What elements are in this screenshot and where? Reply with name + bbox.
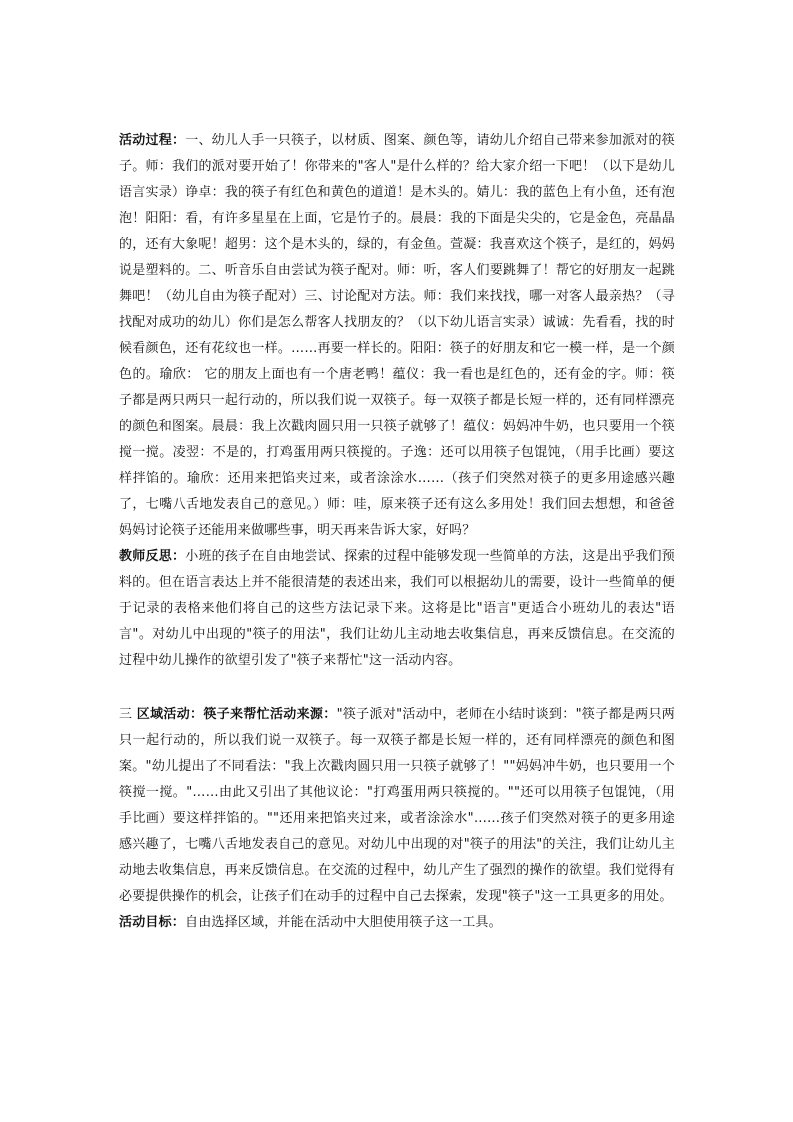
activity-goal-text: 自由选择区域，并能在活动中大胆使用筷子这一工具。 (185, 915, 502, 930)
area-activity-paragraph (119, 702, 675, 910)
activity-process-label: 活动过程： (119, 133, 186, 148)
area-activity-prefix: 三 (119, 707, 137, 722)
section-spacer (119, 674, 675, 702)
activity-process-text: 一、幼儿人手一只筷子，以材质、图案、颜色等，请幼儿介绍自己带来参加派对的筷子。师：我们的派对要开始了！你带来的"客人"是什么样的？给大家介绍一下吧！（以下是幼儿语言实录）诤卓：我的筷子有红色和黄色的道道！是木头的。婧儿：我的蓝色上有小鱼，还有泡泡！阳阳：看，有许多星星在上面，它是竹子的。晨晨：我的下面是尖尖的，它是金色，亮晶晶的，还有大象呢！超男：这个是木头的，绿的，有金鱼。萱凝：我喜欢这个筷子，是红的，妈妈说是塑料的。二、听音乐自由尝试为筷子配对。师：听，客人们要跳舞了！帮它的好朋友一起跳舞吧！（幼儿自由为筷子配对）三、讨论配对方法。师：我们来找找，哪一对客人最亲热？（寻找配对成功的幼儿）你们是怎么帮客人找朋友的？（以下幼儿语言实录）诚诚：先看看，找的时候看颜色，还有花纹也一样。……再要一样长的。阳阳：筷子的好朋友和它一模一样，是一个颜色的。瑜欣： 它的朋友上面也有一个唐老鸭！蕴仪：我一看也是红色的，还有金的字。师：筷子都是两只两只一起行动的，所以我们说一双筷子。每一双筷子都是长短一样的，还有同样漂亮的颜色和图案。晨晨：我上次戳肉圆只用一只筷子就够了！蕴仪：妈妈冲牛奶，也只要用一个筷搅一搅。凌翌：不是的，打鸡蛋用两只筷搅的。子逸：还可以用筷子包馄饨，（用手比画）要这样拌馅的。瑜欣：还用来把馅夹过来，或者涂涂水……（孩子们突然对筷子的更多用途感兴趣了，七嘴八舌地发表自己的意见。）师：哇，原来筷子还有这么多用处！我们回去想想，和爸爸妈妈讨论筷子还能用来做哪些事，明天再来告诉大家，好吗？ (119, 133, 675, 538)
document-page (119, 128, 675, 936)
activity-goal-paragraph (119, 910, 675, 936)
teacher-reflection-label: 教师反思： (119, 549, 186, 564)
area-activity-text: "筷子派对"活动中，老师在小结时谈到："筷子都是两只两只一起行动的，所以我们说一双筷子。每一双筷子都是长短一样的，还有同样漂亮的颜色和图案。"幼儿提出了不同看法："我上次戳肉圆只用一只筷子就够了！""妈妈冲牛奶，也只要用一个筷搅一搅。"……由此又引出了其他议论："打鸡蛋用两只筷搅的。""还可以用筷子包馄饨，（用手比画）要这样拌馅的。""还用来把馅夹过来，或者涂涂水"……孩子们突然对筷子的更多用途感兴趣了，七嘴八舌地发表自己的意见。对幼儿中出现的对"筷子的用法"的关注，我们让幼儿主动地去收集信息，再来反馈信息。在交流的过程中，幼儿产生了强烈的操作的欲望。我们觉得有必要提供操作的机会，让孩子们在动手的过程中自己去探索，发现"筷子"这一工具更多的用处。 (119, 707, 675, 904)
teacher-reflection-text: 小班的孩子在自由地尝试、探索的过程中能够发现一些简单的方法，这是出乎我们预料的。但在语言表达上并不能很清楚的表述出来，我们可以根据幼儿的需要，设计一些简单的便于记录的表格来他们将自己的这些方法记录下来。这将是比"语言"更适合小班幼儿的表达"语言"。对幼儿中出现的"筷子的用法"，我们让幼儿主动地去收集信息，再来反馈信息。在交流的过程中幼儿操作的欲望引发了"筷子来帮忙"这一活动内容。 (119, 549, 675, 668)
activity-process-paragraph (119, 128, 675, 544)
teacher-reflection-paragraph (119, 544, 675, 674)
area-activity-label: 区域活动：筷子来帮忙活动来源： (136, 707, 337, 722)
activity-goal-label: 活动目标： (119, 915, 186, 930)
